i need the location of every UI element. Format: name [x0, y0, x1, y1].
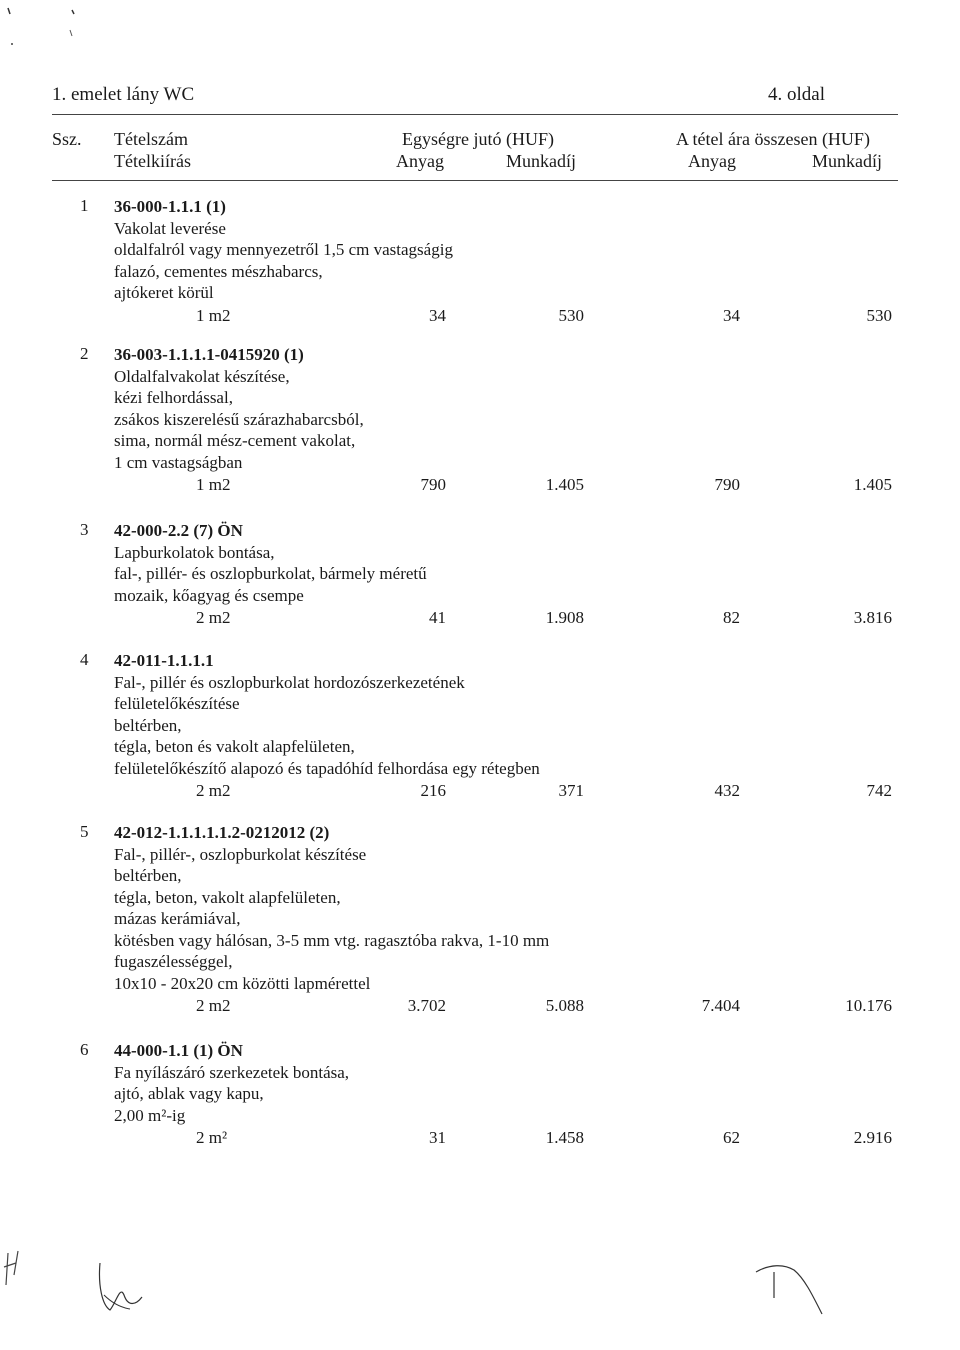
header-bottom-rule — [52, 180, 898, 181]
item-text-line: felületelőkészítő alapozó és tapadóhíd felhordása egy rétegben — [114, 758, 540, 778]
item-text-line: Vakolat leverése — [114, 218, 226, 238]
item-text-line: beltérben, — [114, 715, 182, 735]
handwritten-mark-right — [750, 1258, 830, 1328]
item-ssz: 1 — [80, 196, 89, 215]
item-text-line: 10x10 - 20x20 cm közötti lapmérettel — [114, 973, 371, 993]
item-text-line: tégla, beton, vakolt alapfelületen, — [114, 887, 341, 907]
item-text-line: felületelőkészítése — [114, 694, 240, 713]
item-description — [114, 196, 714, 304]
item-text-line: Fa nyílászáró szerkezetek bontása, — [114, 1062, 350, 1082]
item-quantity: 1 m2 — [196, 305, 231, 325]
item-text-line: falazó, cementes mészhabarcs, — [114, 261, 323, 281]
scan-marks-top — [0, 0, 90, 50]
item-total-labor: 3.816 — [853, 608, 892, 627]
item-ssz: 5 — [80, 822, 89, 841]
item-text-line: Fal-, pillér-, oszlopburkolat készítése — [114, 844, 367, 864]
item-unit-material: 34 — [429, 305, 446, 325]
item-total-material: 34 — [723, 305, 740, 325]
item-text-line: mozaik, kőagyag és csempe — [114, 585, 304, 605]
item-text-line: beltérben, — [114, 866, 182, 885]
item-text-line: mázas kerámiával, — [114, 909, 241, 928]
handwritten-mark-left — [0, 1245, 40, 1305]
item-code: 42-012-1.1.1.1.1.2-0212012 (2) — [114, 823, 330, 842]
item-description — [114, 344, 714, 473]
item-ssz: 6 — [80, 1040, 89, 1059]
item-unit-labor: 1.458 — [545, 1128, 584, 1147]
item-description — [114, 520, 714, 606]
col-tetelkiiras: Tételkiírás — [114, 151, 191, 171]
item-text-line: fugaszélességgel, — [114, 952, 233, 971]
item-unit-labor: 5.088 — [545, 996, 584, 1015]
item-code: 42-011-1.1.1.1 — [114, 651, 214, 670]
col-unit-group: Egységre jutó (HUF) — [402, 129, 554, 149]
item-text-line: sima, normál mész-cement vakolat, — [114, 431, 356, 450]
col-unit-anyag: Anyag — [396, 151, 444, 171]
item-total-material: 82 — [723, 608, 740, 627]
item-ssz: 4 — [80, 650, 89, 669]
item-description — [114, 822, 714, 994]
item-total-labor: 530 — [866, 305, 892, 325]
item-unit-material: 790 — [420, 475, 446, 494]
item-text-line: kötésben vagy hálósan, 3-5 mm vtg. ragasztóba rakva, 1-10 mm — [114, 930, 550, 950]
item-unit-material: 3.702 — [407, 996, 446, 1015]
item-quantity: 1 m2 — [196, 475, 231, 494]
item-text-line: ajtókeret körül — [114, 283, 214, 302]
item-total-material: 7.404 — [701, 996, 740, 1015]
item-unit-material: 31 — [429, 1128, 446, 1147]
item-quantity: 2 m2 — [196, 781, 231, 800]
item-unit-labor: 530 — [558, 305, 584, 325]
item-ssz: 3 — [80, 520, 89, 539]
item-code: 44-000-1.1 (1) ÖN — [114, 1041, 243, 1060]
col-total-group: A tétel ára összesen (HUF) — [676, 129, 870, 149]
item-text-line: zsákos kiszerelésű szárazhabarcsból, — [114, 409, 364, 429]
item-code: 36-003-1.1.1.1-0415920 (1) — [114, 345, 304, 364]
item-total-material: 62 — [723, 1128, 740, 1147]
item-unit-material: 41 — [429, 608, 446, 627]
item-total-labor: 2.916 — [853, 1128, 892, 1147]
item-unit-material: 216 — [420, 781, 446, 800]
page-number: 4. oldal — [768, 84, 825, 105]
item-text-line: kézi felhordással, — [114, 388, 233, 407]
col-total-munkadij: Munkadíj — [812, 151, 882, 171]
item-code: 42-000-2.2 (7) ÖN — [114, 521, 243, 540]
item-unit-labor: 1.908 — [545, 608, 584, 627]
col-ssz: Ssz. — [52, 129, 82, 149]
item-quantity: 2 m² — [196, 1128, 228, 1147]
item-text-line: 2,00 m²-ig — [114, 1105, 186, 1125]
col-total-anyag: Anyag — [688, 151, 736, 171]
item-unit-labor: 1.405 — [545, 475, 584, 494]
item-text-line: Fal-, pillér és oszlopburkolat hordozószerkezetének — [114, 672, 465, 692]
item-code: 36-000-1.1.1 (1) — [114, 197, 226, 216]
col-unit-munkadij: Munkadíj — [506, 151, 576, 171]
item-ssz: 2 — [80, 344, 89, 363]
item-quantity: 2 m2 — [196, 996, 231, 1015]
item-unit-labor: 371 — [558, 781, 584, 800]
item-total-material: 790 — [714, 475, 740, 494]
page-title: 1. emelet lány WC — [52, 84, 195, 105]
item-text-line: 1 cm vastagságban — [114, 452, 243, 472]
item-text-line: oldalfalról vagy mennyezetről 1,5 cm vastagságig — [114, 240, 453, 259]
item-total-labor: 742 — [866, 781, 892, 800]
item-description — [114, 1040, 714, 1126]
item-text-line: tégla, beton és vakolt alapfelületen, — [114, 737, 355, 756]
header-top-rule — [52, 114, 898, 115]
item-total-labor: 10.176 — [845, 996, 892, 1015]
signature — [80, 1255, 160, 1325]
item-text-line: Oldalfalvakolat készítése, — [114, 366, 290, 386]
item-text-line: Lapburkolatok bontása, — [114, 542, 275, 562]
item-total-labor: 1.405 — [853, 475, 892, 494]
col-tetelszam: Tételszám — [114, 129, 188, 149]
item-description — [114, 650, 714, 779]
item-total-material: 432 — [714, 781, 740, 800]
item-text-line: ajtó, ablak vagy kapu, — [114, 1084, 264, 1103]
item-text-line: fal-, pillér- és oszlopburkolat, bármely méretű — [114, 564, 427, 583]
item-quantity: 2 m2 — [196, 608, 231, 627]
